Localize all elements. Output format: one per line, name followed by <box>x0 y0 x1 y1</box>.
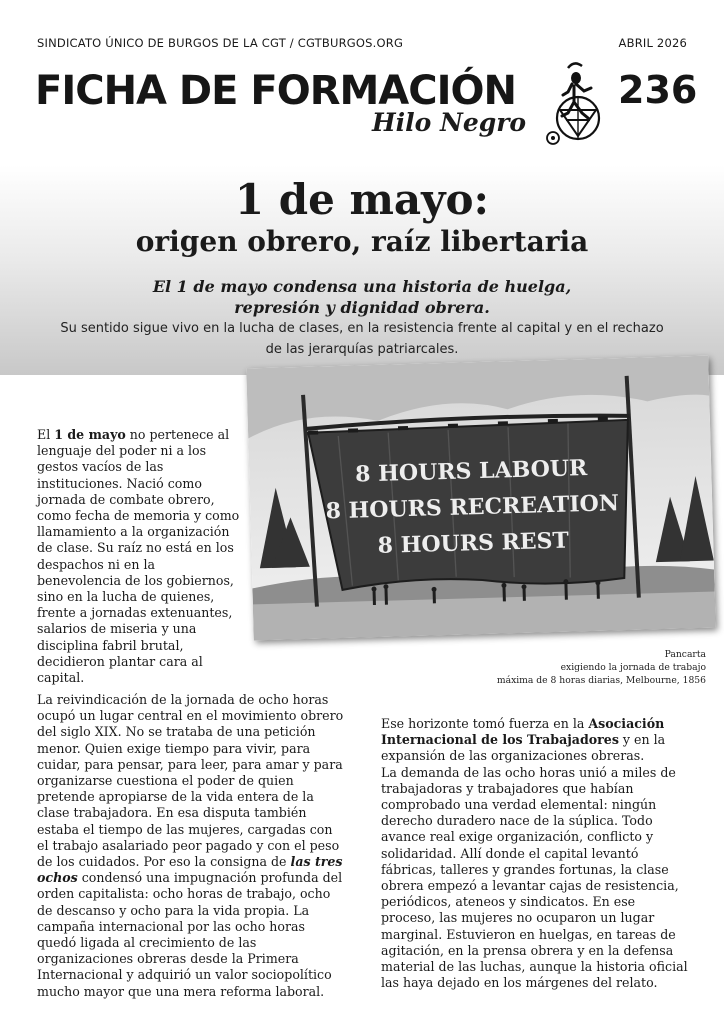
banner-line-2: 8 HOURS RECREATION <box>325 490 620 525</box>
p3-emphasis: Asociación Internacional de los Trabajadores <box>381 716 665 748</box>
lead <box>0 276 724 318</box>
body-paragraph-1 <box>37 427 242 686</box>
p1-emphasis: 1 de mayo <box>54 427 126 442</box>
organization-line: SINDICATO ÚNICO DE BURGOS DE LA CGT / CGTBURGOS.ORG <box>37 36 404 50</box>
lead-line-1: El 1 de mayo condensa una historia de huelga, <box>152 277 572 296</box>
deck: Su sentido sigue vivo en la lucha de clases, en la resistencia frente al capital y en el rechazo de las jerarquías patriarcales. <box>60 321 664 357</box>
masthead <box>35 62 698 152</box>
body-paragraph-3 <box>381 716 691 765</box>
p2-text-start: La reivindicación de la jornada de ocho horas ocupó un lugar central en el movimiento obrero del siglo XIX. No se trataba de una petición menor. Quien exige tiempo para vivir, para cuidar, para pensar, para leer, para amar y para organizarse cuestiona el poder de quien pretende apropiarse de la vida entera de la clase trabajadora. En esa disputa también estaba el tiempo de las mujeres, cargadas con el trabajo asalariado peor pagado y con el peso de los cuidados. Por eso la consigna de <box>37 692 344 870</box>
photo-caption <box>386 648 706 687</box>
body-column-right <box>381 716 691 991</box>
body-paragraph-4: La demanda de las ocho horas unió a miles de trabajadoras y trabajadores que habían comprobado una verdad elemental: ningún derecho duradero nace de la súplica. Todo avance real exige organización, conflicto y solidaridad. Allí donde el capital levantó fábricas, talleres y grandes fortunas, la clase obrera empezó a levantar cajas de resistencia, periódicos, ateneos y sindicatos. En ese proceso, las mujeres no ocuparon un lugar marginal. Estuvieron en huelgas, en tareas de agitación, en la prensa obrera y en la defensa material de las luchas, aunque la historia oficial las haya dejado en los márgenes del relato. <box>381 764 688 991</box>
caption-line-3: máxima de 8 horas diarias, Melbourne, 1856 <box>496 675 706 686</box>
figure-on-wheel-logo-icon <box>538 58 608 150</box>
issue-date: ABRIL 2026 <box>618 36 687 50</box>
p1-text-start: El <box>37 427 55 442</box>
lead-line-2: represión y dignidad obrera. <box>234 298 490 317</box>
masthead-title: FICHA DE FORMACIÓN <box>35 68 516 114</box>
historic-photo <box>246 356 715 641</box>
p2-emphasis: las tres ochos <box>37 854 343 886</box>
p2-text-end: condensó una impugnación profunda del orden capitalista: ocho horas de trabajo, ocho de descanso y ocho para la vida propia. La campaña internacional por las ocho horas quedó ligada al crecimiento de las organizaciones obreras desde la Primera Internacional y adquirió un valor sociopolítico mucho mayor que una mera reforma laboral. <box>37 870 343 999</box>
p3-text-end: y en la expansión de las organizaciones obreras. <box>381 732 666 764</box>
p1-text-end: no pertenece al lenguaje del poder ni a los gestos vacíos de las instituciones. Nació como jornada de combate obrero, como fecha de memoria y como llamamiento a la organización de clase. Su raíz no está en los despachos ni en la benevolencia de los gobiernos, sino en la lucha de quienes, frente a jornadas extenuantes, salarios de miseria y una disciplina fabril brutal, decidieron plantar cara al capital. <box>37 427 240 686</box>
masthead-subtitle: Hilo Negro <box>372 108 527 137</box>
caption-line-1: Pancarta <box>664 649 706 660</box>
caption-line-2: exigiendo la jornada de trabajo <box>560 662 706 673</box>
banner-illustration <box>246 356 715 641</box>
issue-number: 236 <box>618 68 698 112</box>
banner-line-3: 8 HOURS REST <box>377 527 570 559</box>
p3-text-start: Ese horizonte tomó fuerza en la <box>381 716 589 731</box>
top-strip <box>37 36 687 52</box>
banner-line-1: 8 HOURS LABOUR <box>354 455 588 488</box>
headline-subtitle: origen obrero, raíz libertaria <box>135 225 589 258</box>
body-paragraph-2 <box>37 692 344 1000</box>
headline-title: 1 de mayo: <box>234 175 490 224</box>
